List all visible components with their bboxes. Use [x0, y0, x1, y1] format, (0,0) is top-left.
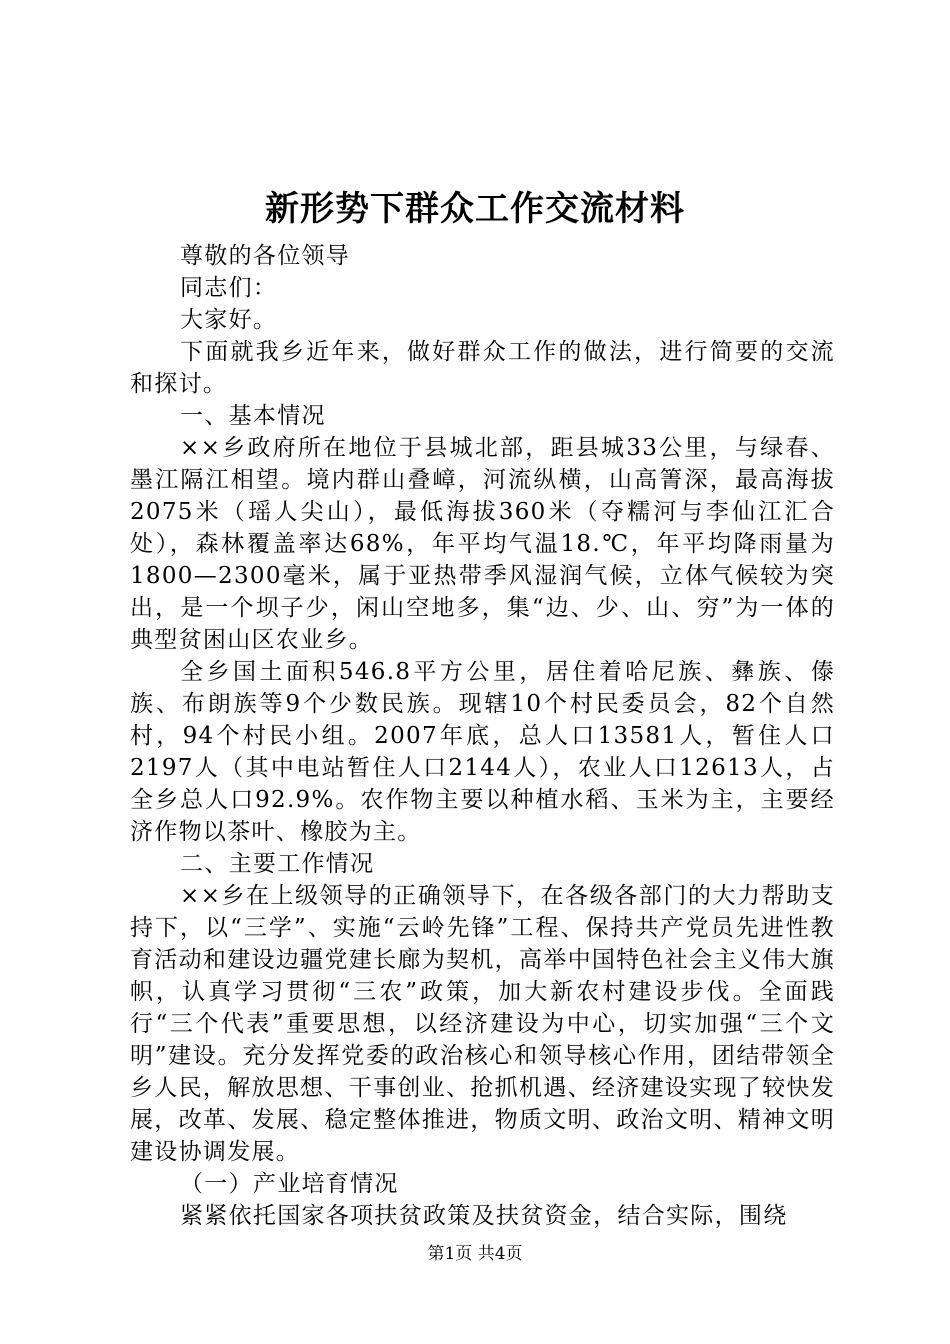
- salutation-leaders: 尊敬的各位领导: [180, 243, 351, 269]
- salutation-comrades: 同志们：: [180, 275, 278, 301]
- basic-info-paragraph: ××乡政府所在地位于县城北部，距县城33公里，与绿春、墨江隔江相望。境内群山叠嶂，河流纵横，山高箐深，最高海拔2075米（瑶人尖山），最低海拔360米（夺糯河与李仙江汇合处），森林覆盖率达68%，年平均气温18.℃，年平均降雨量为1800—2300毫米，属于亚热带季风湿润气候，立体气候较为突出，是一个坝子少，闲山空地多，集“边、少、山、穷”为一体的典型贫困山区农业乡。: [130, 435, 835, 653]
- intro-paragraph: 下面就我乡近年来，做好群众工作的做法，进行简要的交流和探讨。: [130, 339, 835, 397]
- document-body: [130, 240, 835, 1232]
- industry-paragraph: 紧紧依托国家各项扶贫政策及扶贫资金，结合实际，围绕: [180, 1203, 788, 1229]
- section-heading-work: 二、主要工作情况: [180, 851, 375, 877]
- section-heading-basic: 一、基本情况: [180, 403, 326, 429]
- greeting: 大家好。: [180, 307, 278, 333]
- work-paragraph: ××乡在上级领导的正确领导下，在各级各部门的大力帮助支持下，以“三学”、实施“云岭先锋”工程、保持共产党员先进性教育活动和建设边疆党建长廊为契机，高举中国特色社会主义伟大旗帜，认真学习贯彻“三农”政策，加大新农村建设步伐。全面践行“三个代表”重要思想，以经济建设为中心，切实加强“三个文明”建设。充分发挥党委的政治核心和领导核心作用，团结带领全乡人民，解放思想、干事创业、抢抓机遇、经济建设实现了较快发展，改革、发展、稳定整体推进，物质文明、政治文明、精神文明建设协调发展。: [130, 883, 835, 1165]
- document-title: 新形势下群众工作交流材料: [265, 189, 685, 229]
- population-paragraph: 全乡国土面积546.8平方公里，居住着哈尼族、彝族、傣族、布朗族等9个少数民族。现辖10个村民委员会，82个自然村，94个村民小组。2007年底，总人口13581人，暂住人口2197人（其中电站暂住人口2144人），农业人口12613人，占全乡总人口92.9%。农作物主要以种植水稻、玉米为主，主要经济作物以茶叶、橡胶为主。: [130, 659, 835, 845]
- subsection-heading-industry: （一）产业培育情况: [180, 1171, 399, 1197]
- page-footer: 第1页 共4页: [427, 1244, 523, 1264]
